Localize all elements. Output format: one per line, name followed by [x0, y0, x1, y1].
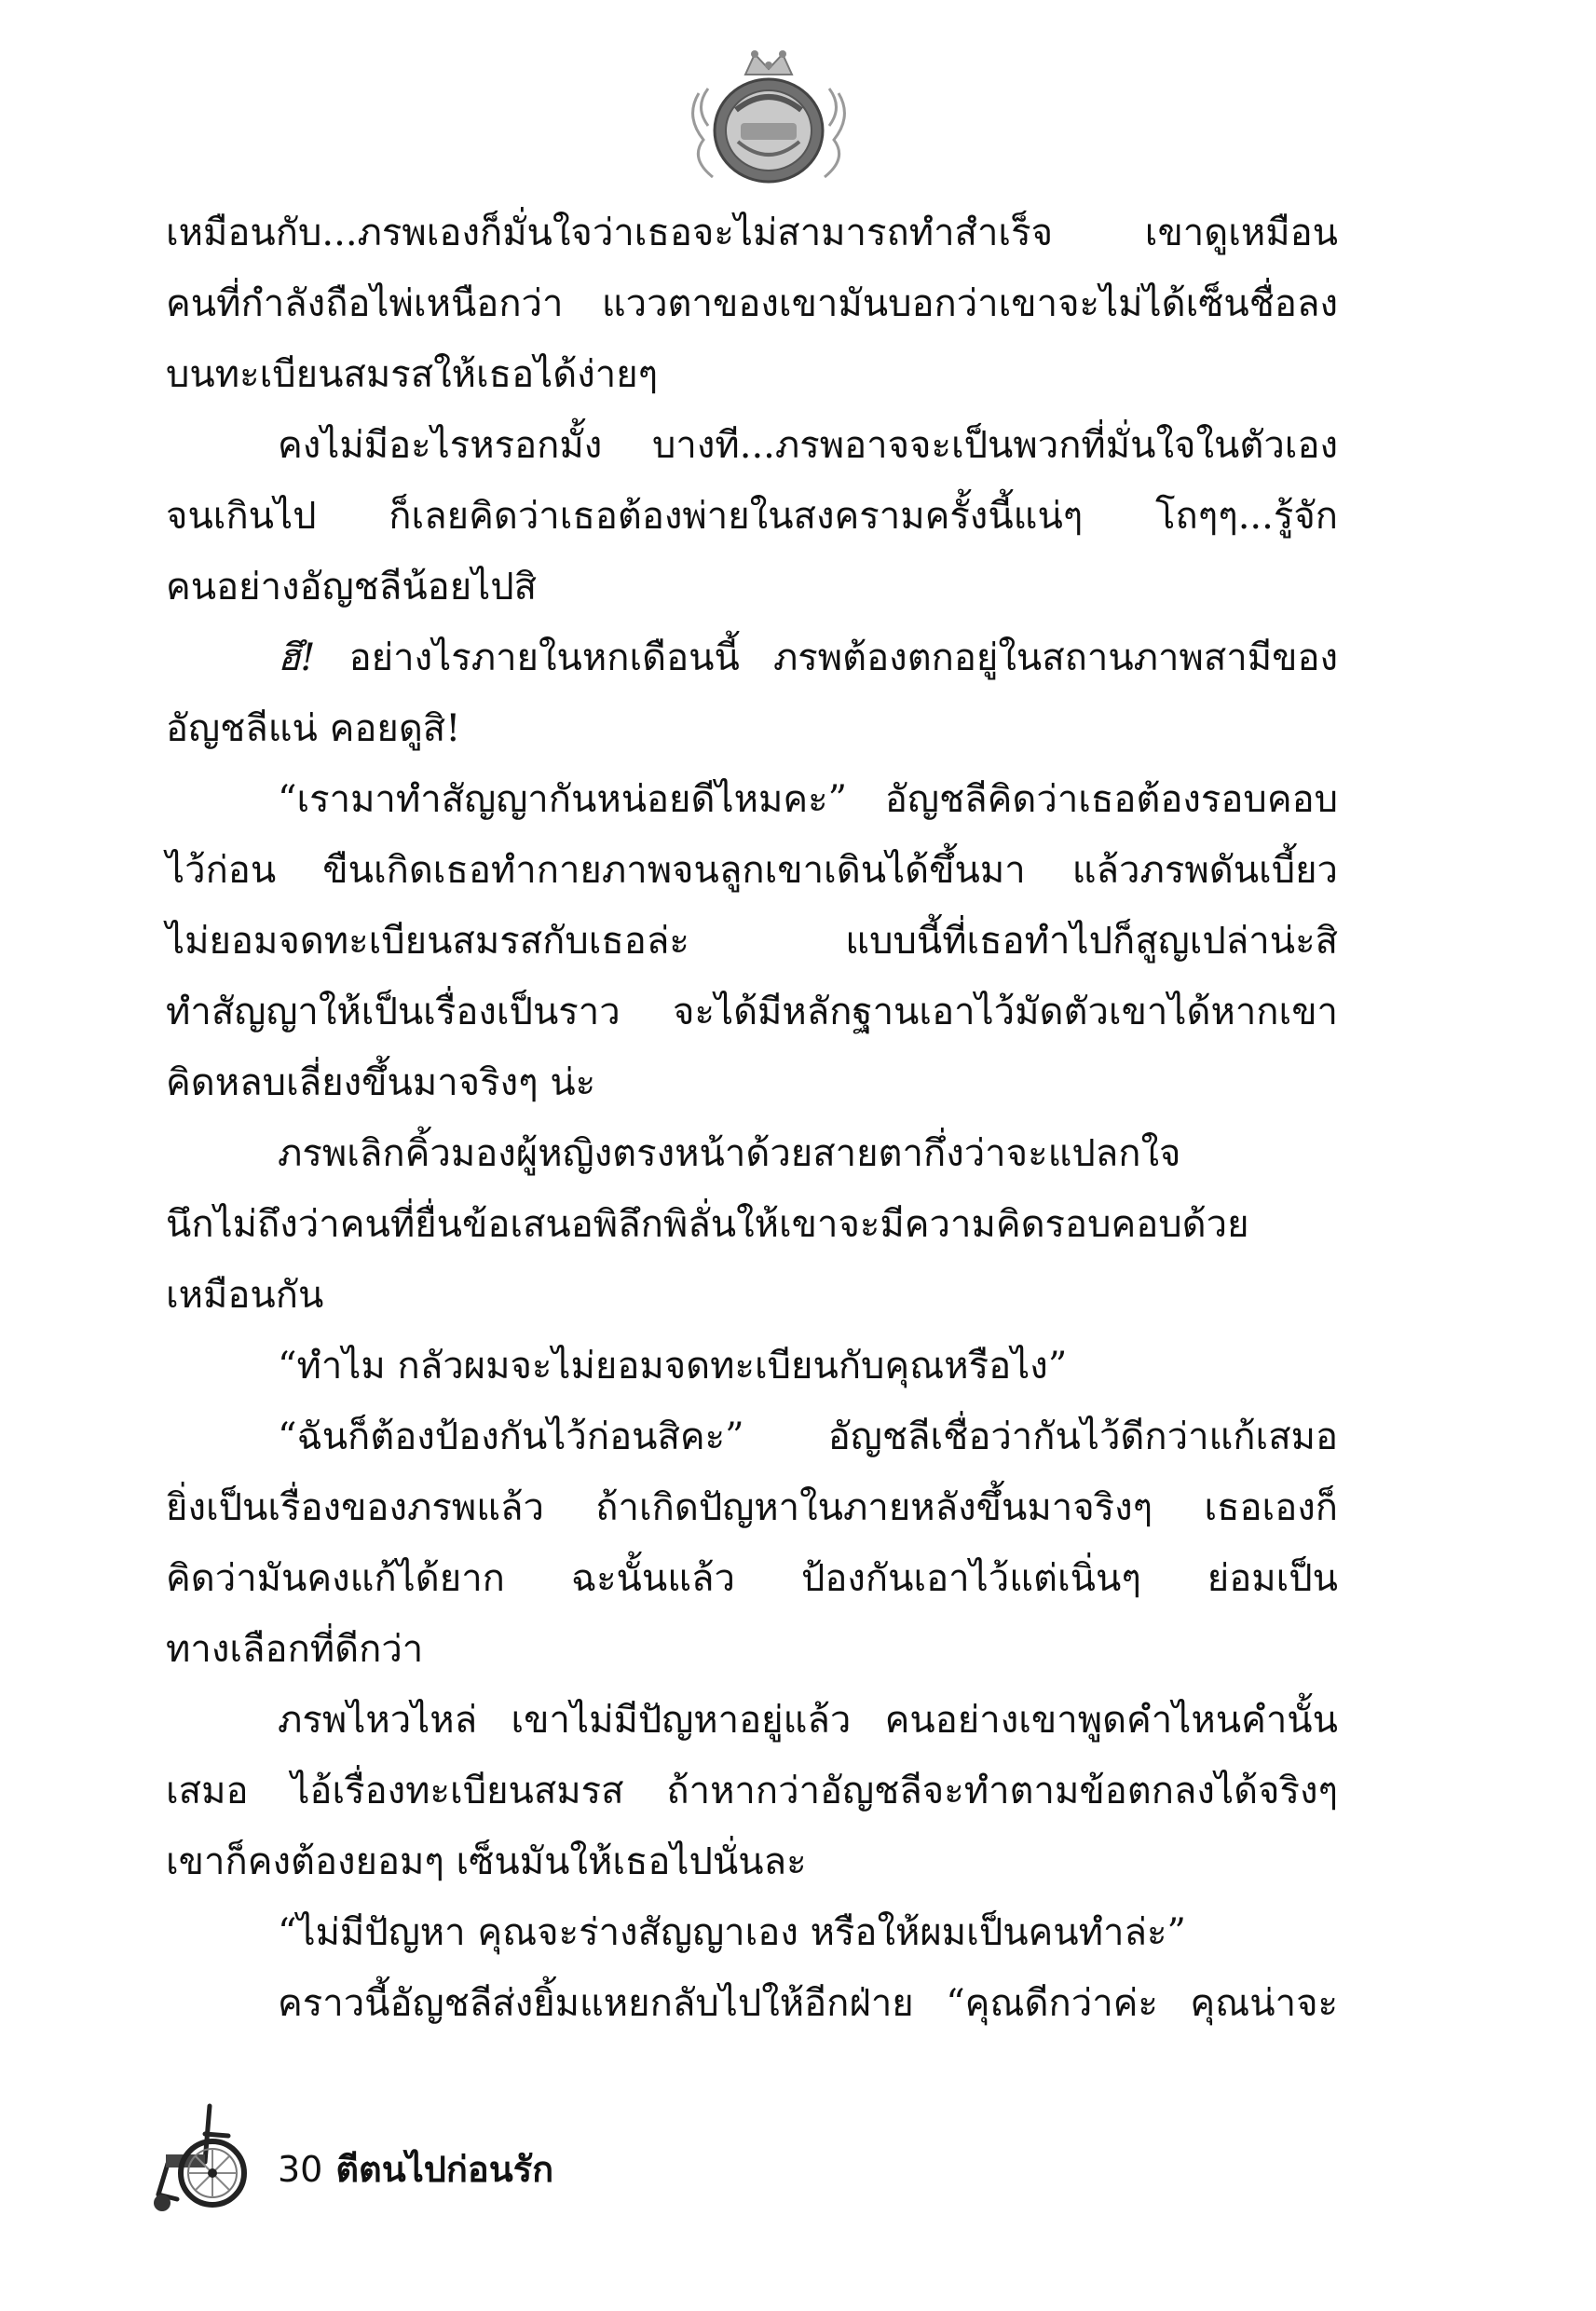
text-line-content: อย่างไรภายในหกเดือนนี้ ภรพต้องตกอยู่ในสถานภาพสามีของ	[348, 636, 1338, 679]
wheelchair-icon	[140, 2097, 252, 2218]
text-line	[166, 622, 1338, 693]
text-line: ภรพเลิกคิ้วมองผู้หญิงตรงหน้าด้วยสายตากึ่งว่าจะแปลกใจ	[278, 1132, 1181, 1175]
text-line: คราวนี้อัญชลีส่งยิ้มแหยกลับไปให้อีกฝ่าย “คุณดีกว่าค่ะ คุณน่าจะ	[278, 1982, 1338, 2025]
page-footer	[278, 2141, 553, 2197]
text-line: ภรพไหวไหล่ เขาไม่มีปัญหาอยู่แล้ว คนอย่างเขาพูดคำไหนคำนั้น	[278, 1699, 1338, 1742]
text-line: ทางเลือกที่ดีกว่า	[166, 1628, 424, 1671]
text-line: จนเกินไป ก็เลยคิดว่าเธอต้องพ่ายในสงครามครั้งนี้แน่ๆ โถๆๆ...รู้จัก	[166, 495, 1338, 538]
text-line: “เรามาทำสัญญากันหน่อยดีไหมคะ” อัญชลีคิดว่าเธอต้องรอบคอบ	[278, 778, 1338, 821]
text-line: ทำสัญญาให้เป็นเรื่องเป็นราว จะได้มีหลักฐานเอาไว้มัดตัวเขาได้หากเขา	[166, 991, 1338, 1033]
text-line: เสมอ ไอ้เรื่องทะเบียนสมรส ถ้าหากว่าอัญชลีจะทำตามข้อตกลงได้จริงๆ	[166, 1770, 1338, 1812]
text-line: ไว้ก่อน ขืนเกิดเธอทำกายภาพจนลูกเขาเดินได้ขึ้นมา แล้วภรพดันเบี้ยว	[166, 849, 1338, 892]
text-line: คนอย่างอัญชลีน้อยไปสิ	[166, 566, 538, 609]
text-line: คนที่กำลังถือไพ่เหนือกว่า แววตาของเขามันบอกว่าเขาจะไม่ได้เซ็นชื่อลง	[166, 282, 1338, 325]
body-text	[166, 198, 1338, 2039]
text-line: ไม่ยอมจดทะเบียนสมรสกับเธอล่ะ แบบนี้ที่เธอทำไปก็สูญเปล่าน่ะสิ	[166, 920, 1338, 963]
page-number: 30	[278, 2149, 323, 2190]
emphasis-word: ฮึ!	[278, 636, 316, 679]
text-line: ยิ่งเป็นเรื่องของภรพแล้ว ถ้าเกิดปัญหาในภายหลังขึ้นมาจริงๆ เธอเองก็	[166, 1486, 1338, 1529]
text-line: “ฉันก็ต้องป้องกันไว้ก่อนสิคะ” อัญชลีเชื่อว่ากันไว้ดีกว่าแก้เสมอ	[278, 1415, 1338, 1458]
text-line: อัญชลีแน่ คอยดูสิ!	[166, 707, 461, 750]
text-line: คงไม่มีอะไรหรอกมั้ง บางที...ภรพอาจจะเป็นพวกที่มั่นใจในตัวเอง	[278, 424, 1338, 467]
text-line: บนทะเบียนสมรสให้เธอได้ง่ายๆ	[166, 353, 659, 396]
text-line: คิดว่ามันคงแก้ได้ยาก ฉะนั้นแล้ว ป้องกันเอาไว้แต่เนิ่นๆ ย่อมเป็น	[166, 1557, 1338, 1600]
text-line: นึกไม่ถึงว่าคนที่ยื่นข้อเสนอพิลึกพิลั่นให้เขาจะมีความคิดรอบคอบด้วย	[166, 1203, 1249, 1246]
text-line: คิดหลบเลี่ยงขึ้นมาจริงๆ น่ะ	[166, 1061, 596, 1104]
ornamental-crest-logo	[680, 37, 857, 196]
text-line: “ทำไม กลัวผมจะไม่ยอมจดทะเบียนกับคุณหรือไง”	[278, 1345, 1068, 1388]
book-title: ตีตนไปก่อนรัก	[335, 2149, 554, 2190]
text-line: “ไม่มีปัญหา คุณจะร่างสัญญาเอง หรือให้ผมเป็นคนทำล่ะ”	[278, 1911, 1186, 1954]
text-line: เขาก็คงต้องยอมๆ เซ็นมันให้เธอไปนั่นละ	[166, 1840, 807, 1883]
text-line: เหมือนกับ...ภรพเองก็มั่นใจว่าเธอจะไม่สามารถทำสำเร็จ เขาดูเหมือน	[166, 212, 1338, 254]
text-line: เหมือนกัน	[166, 1274, 324, 1317]
